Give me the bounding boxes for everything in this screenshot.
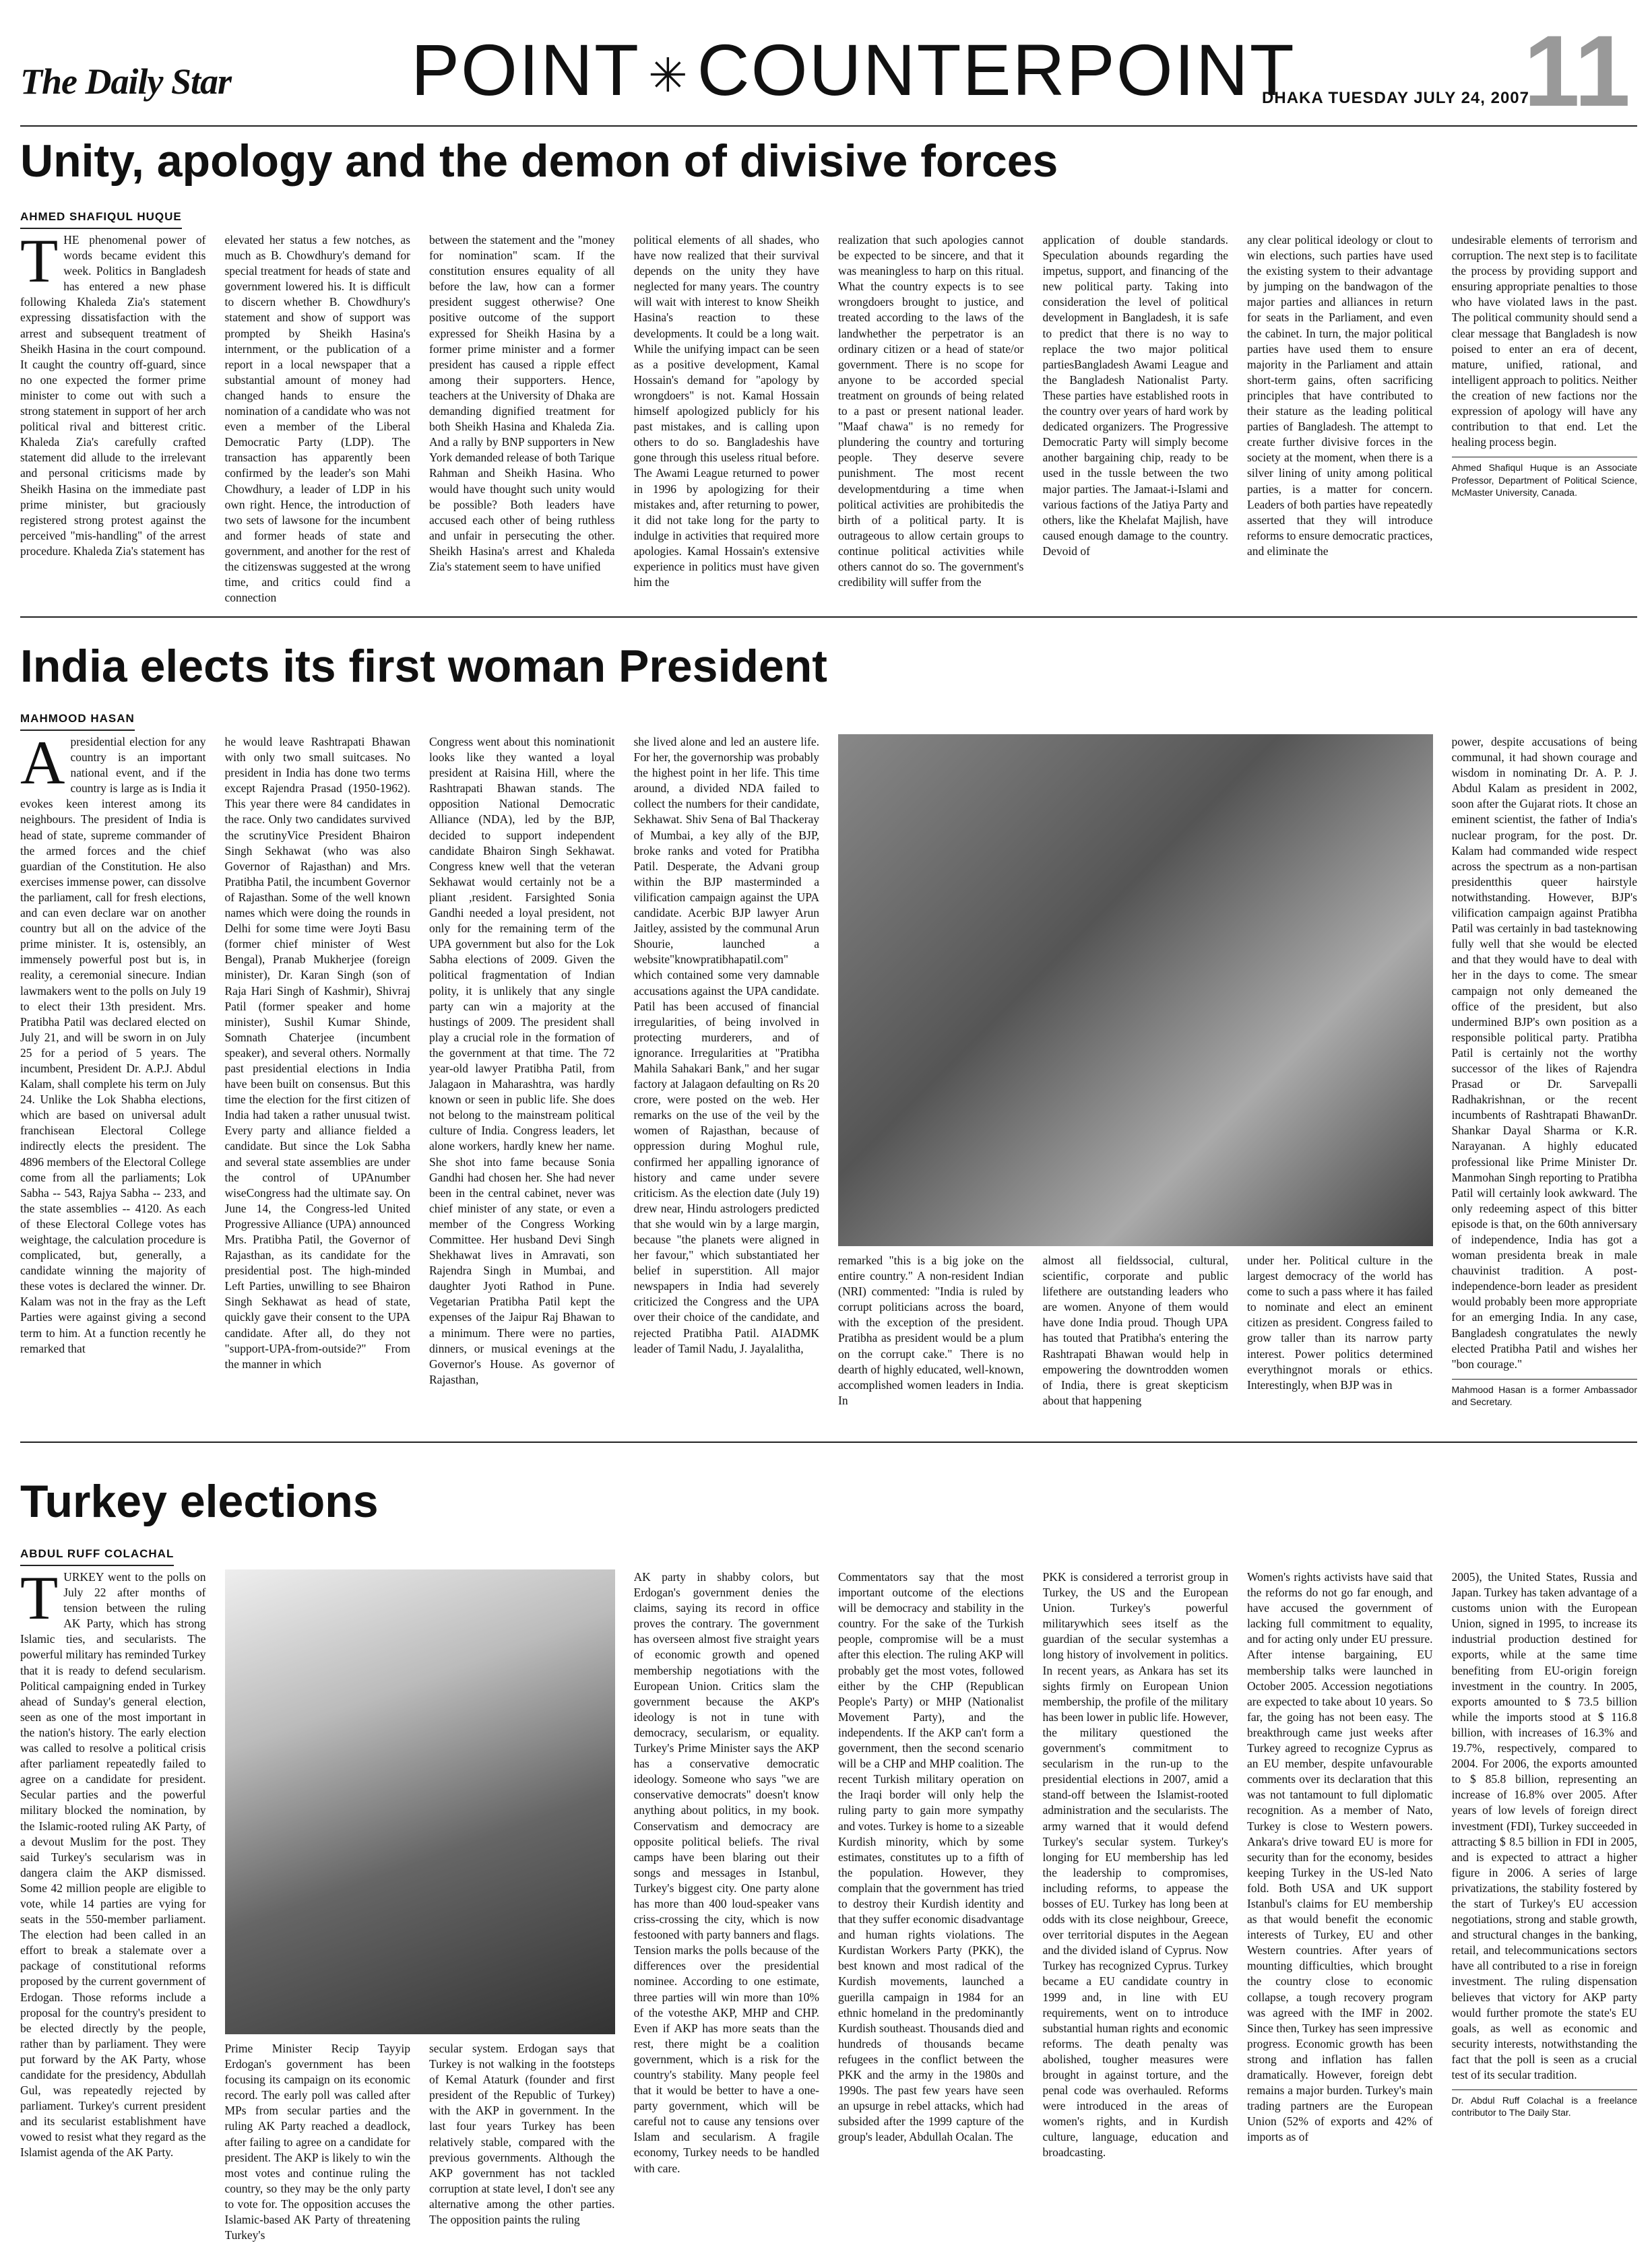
dateline: DHAKA TUESDAY JULY 24, 2007 <box>1262 89 1529 107</box>
article3-col5: PKK is considered a terrorist group in Turkey, the US and the European Union. Turkey's powerful militarywhich sees itself as the guardian of the secular systemhas a long history of involvement in politics. In recent years, as Ankara has set its sights firmly on European Union membership, the profile of the military has been lower in public life. However, the military questioned the government's commitment to secularism in the run-up to the presidential elections in 2007, amid a stand-off between the Islamist-rooted administration and the secularists. The army warned that it would defend Turkey's secular system. Turkey's longing for EU membership has led the leadership to compromises, including reforms, to appease the bosses of EU. Turkey has long been at odds with its close neighbour, Greece, over territorial disputes in the Aegean and the divided island of Cyprus. Now Turkey has recognized Cyprus. Turkey became a EU candidate country in 1999 and, in line with EU requirements, went on to introduce substantial human rights and economic reforms. The death penalty was abolished, tougher measures were brought in against torture, and the penal code was overhauled. Reforms were introduced in the areas of women's rights, and in Kurdish culture, language, education and broadcasting. <box>1042 1570 1228 2160</box>
article1-bio: Ahmed Shafiqul Huque is an Associate Professor, Department of Political Science, McMaster University, Canada. <box>1452 457 1638 498</box>
article3-col3-top: AK party in shabby colors, but Erdogan's government denies the claims, saying its record in office proves the contrary. The government has overseen almost five straight years of economic growth and opened membership negotiations with the European Union. Critics slam the government because the AKP's ideology is not in tune with democracy, secularism, or equality. Turkey's Prime Minister says the AKP has a conservative democratic ideology. Someone who says "we are conservative democrats" doesn't know anything about politics, in my book. Conservatism and democracy are opposite political beliefs. The rival camps have been blaring out their songs and messages in Istanbul, Turkey's biggest city. One party alone has more than 400 loud-speaker vans criss-crossing the city, which is now festooned with party banners and flags. Tension marks the polls because of the differences over the presidential nominee. According to one estimate, three parties will win more than 10% of the votesthe AKP, MHP and CHP. Even if AKP has more seats than the rest, there might be a coalition government, which is a risk for the country's stability. Many people feel that it would be better to have a one-party government, which will be careful not to cause any tensions over Islam and secularism. A fragile economy, Turkey needs to be handled with care. <box>633 1570 819 2175</box>
article3-col6: Women's rights activists have said that the reforms do not go far enough, and have accused the government of lacking full commitment to equality, and for acting only under EU pressure. After intense bargaining, EU membership talks were launched in October 2005. Accession negotiations are expected to take about 10 years. So far, the going has not been easy. The breakthrough came just weeks after Turkey agreed to recognize Cyprus as an EU member, despite unfavourable comments over its declaration that this was not tantamount to full diplomatic recognition. As a member of Nato, Turkey is close to Western powers. Ankara's drive toward EU is more for security than for the economy, besides keeping Turkey in the US-led Nato fold. Both USA and UK support Istanbul's claims for EU membership as that would benefit the economic interests of Turkey, EU and other Western countries. After years of mounting difficulties, which brought the country close to economic collapse, a tough recovery program was agreed with the IMF in 2002. Since then, Turkey has seen impressive progress. Economic growth has been strong and inflation has fallen dramatically. However, foreign debt remains a major burden. Turkey's main trading partners are the European Union (52% of exports and 42% of imports as of <box>1247 1570 1433 2144</box>
article3-col1: TURKEY went to the polls on July 22 after months of tension between the ruling AK Party, which has strong Islamic ties, and secularists. The powerful military has reminded Turkey that it is ready to defend secularism. Political campaigning ended in Turkey ahead of Sunday's general election, seen as one of the most important in the nation's history. The early election was called to resolve a political crisis after parliament repeatedly failed to agree on a candidate for president. Secular parties and the powerful military blocked the nomination, by the Islamic-rooted ruling AK Party, of a devout Muslim for the post. They said Turkey's secularism was in dangera claim the AKP dismissed. Some 42 million people are eligible to vote, while 14 parties are vying for seats in the 550-member parliament. The election had been called in an effort to break a stalemate over a package of constitutional reforms proposed by the current government of Erdogan. Those reforms include a proposal for the country's president to be elected directly by the people, rather than by parliament. They were put forward by the AK Party, whose candidate for the presidency, Abdullah Gul, was repeatedly rejected by parliament. Turkey's current president and its secularist establishment have vowed to resist what they regard as the Islamist agenda of the AK Party. <box>20 1569 206 2160</box>
article3-col7: 2005), the United States, Russia and Japan. Turkey has taken advantage of a customs union with the European Union, signed in 1995, to increase its industrial production destined for exports, while at the same time benefiting from EU-origin foreign investment in the country. In 2005, exports amounted to $ 73.5 billion while the imports stood at $ 116.8 billion, with increases of 16.3% and 19.7%, respectively, compared to 2004. For 2006, the exports amounted to $ 85.8 billion, representing an increase of 16.8% over 2005. After years of low levels of foreign direct investment (FDI), Turkey succeeded in attracting $ 8.5 billion in FDI in 2005, and is expected to attract a higher figure in 2006. A series of large privatizations, the stability fostered by the start of Turkey's EU accession negotiations, strong and stable growth, and structural changes in the banking, retail, and telecommunications sectors have all contributed to a rise in foreign investment. The ruling dispensation believes that victory for AKP party would further promote the state's EU goals, as well as economic and security interests, notwithstanding the fact that the poll is seen as a crucial test of its secular tradition. Dr. Abdul Ruff Colachal is a freelance contributor to The Daily Star. <box>1451 1570 1637 2118</box>
article1-col2: elevated her status a few notches, as much as B. Chowdhury's demand for special treatment for heads of state and government lowered his. It is difficult to discern whether B. Chowdhury's statement and show of support was prompted by Sheikh Hasina's internment, or the publication of a report in a local newspaper that a substantial amount of money had changed hands to ensure the nomination of a candidate who was not even a member of the Liberal Democratic Party (LDP). The transaction has apparently been confirmed by the leader's son Mahi Chowdhury, a leader of LDP in his own right. Hence, the introduction of two sets of lawsone for the incumbent and former heads of state and government, and another for the rest of the citizenswas suggested at the wrong time, and critics could find a connection <box>224 233 410 605</box>
president-photo <box>838 734 1433 1246</box>
article2-col7: under her. Political culture in the largest democracy of the world has come to such a pass where it has failed to nominate and elect an eminent citizen as president. Congress failed to grow taller than its narrow party interest. Power politics determined everythingnot morals or ethics. Interestingly, when BJP was in <box>1247 1254 1433 1392</box>
article2-headline: India elects its first woman President <box>20 641 827 692</box>
newspaper-logo: The Daily Star <box>20 61 232 102</box>
article3-col3: secular system. Erdogan says that Turkey is not walking in the footsteps of Kemal Ataturk (founder and first president of the Republic of Turkey) with the AKP in government. In the last four years Turkey has been relatively stable, compared with the previous governments. Although the AKP government has not tackled corruption at state level, I don't see any alternative among the other parties. The opposition paints the ruling <box>429 2042 615 2227</box>
article1-headline: Unity, apology and the demon of divisive forces <box>20 135 1058 187</box>
article-divider <box>20 1441 1637 1443</box>
article2-bio: Mahmood Hasan is a former Ambassador and Secretary. <box>1452 1379 1638 1408</box>
article2-col4: she lived alone and led an austere life. For her, the governorship was probably the highest point in her life. This time around, a divided NDA failed to collect the numbers for their candidate, Sekhawat. Shiv Sena of Bal Thackeray of Mumbai, a key ally of the BJP, broke ranks and voted for Pratibha Patil. Desperate, the Advani group within the BJP masterminded a vilification campaign against the UPA candidate. Acerbic BJP lawyer Arun Jaitley, assisted by the communal Arun Shourie, launched a website"knowpratibhapatil.com" which contained some very damnable accusations against the UPA candidate. Patil has been accused of financial irregularities, of being involved in protecting murderers, and of ignorance. Irregularities at "Pratibha Mahila Sahakari Bank," and her sugar factory at Jalagaon defaulting on Rs 20 crore, were posted on the web. Her remarks on the use of the veil by the women of Rajasthan, because of oppression during Moghul rule, confirmed her appalling ignorance of history and came under severe criticism. As the election date (July 19) drew near, Hindu astrologers predicted that she would win by a large margin, because "the planets were aligned in her favour," which substantiated her belief in superstition. All major newspapers in India had severely criticized the Congress and the UPA over their choice of the candidate, and rejected Pratibha Patil. AIADMK leader of Tamil Nadu, J. Jayalalitha, <box>633 735 819 1355</box>
article1-body <box>20 232 1637 606</box>
article2-body <box>20 734 1637 1428</box>
article2-dropcap: A <box>20 734 65 797</box>
article3-col4: Commentators say that the most important outcome of the elections will be democracy and stability in the country. For the sake of the Turkish people, compromise will be a must after this election. The ruling AKP will probably get the most votes, followed either by the CHP (Republican People's Party) or MHP (Nationalist Movement Party), and the independents. If the AKP can't form a government, then the second scenario will be a CHP and MHP coalition. The recent Turkish military operation on the Iraqi border will only help the ruling party to gain more sympathy and votes. Turkey is home to a sizeable Kurdish minority, which by some estimates, constitutes up to a fifth of the population. However, they complain that the government has tried to destroy their Kurdish identity and that they suffer economic disadvantage and human rights violations. The Kurdistan Workers Party (PKK), the best known and most radical of the Kurdish movements, launched a guerilla campaign in 1984 for an ethnic homeland in the predominantly Kurdish southeast. Thousands died and hundreds of thousands became refugees in the conflict between the PKK and the army in the 1980s and 1990s. The past few years have seen an upsurge in rebel attacks, which had subsided after the 1999 capture of the group's leader, Abdullah Ocalan. The <box>838 1570 1024 2144</box>
article2-col2: he would leave Rashtrapati Bhawan with only two small suitcases. No president in India has done two terms except Rajendra Prasad (1950-1962). This year there were 84 candidates in the race. Only two candidates survived the scrutinyVice President Bhairon Singh Sekhawat (who was also Governor of Rajasthan) and Mrs. Pratibha Patil, the incumbent Governor of Rajasthan. Some of the well known names which were doing the rounds in Delhi for some time were Joyti Basu (former chief minister of West Bengal), Pranab Mukherjee (foreign minister), Dr. Karan Singh (son of Raja Hari Singh of Kashmir), Shivraj Patil (former speaker and home minister), Sushil Kumar Shinde, Somnath Chaterjee (incumbent speaker), and several others. Normally past presidential elections in India have been built on consensus. But this time the election for the first citizen of India had taken a rather unusual twist. Every party and alliance fielded a candidate. But since the Lok Sabha and several state assemblies are under the control of UPAnumber wiseCongress had the ultimate say. On June 14, the Congress-led United Progressive Alliance (UPA) announced Mrs. Pratibha Patil, the Governor of Rajasthan, as its candidate for the presidential post. The high-minded Left Parties, unwilling to see Bhairon Singh Sekhawat as head of state, quickly gave their consent to the UPA candidate. After all, do they not "support-UPA-from-outside?" From the manner in which <box>224 735 410 1371</box>
article1-col6: application of double standards. Speculation abounds regarding the impetus, support, and financing of the new political party. Taking into consideration the level of political development in Bangladesh, it is safe to predict that there is no way to replace the two major political partiesBangladesh Awami League and the Bangladesh Nationalist Party. These parties have established roots in the country over years of hard work by dedicated organizers. The Progressive Democratic Party will simply become another bargaining chip, ready to be used in the tussle between the two major parties. The Jamaat-i-Islami and various factions of the Jatiya Party and others, like the Khelafat Majlish, have caused enough damage to the country. Devoid of <box>1042 233 1228 558</box>
article2-col5: remarked "this is a big joke on the entire country." A non-resident Indian (NRI) commented: "India is ruled by corrupt politicians across the board, with the exception of the president. Pratibha as president would be a plum on the corrupt cake." There is no dearth of highly educated, well-known, accomplished women leaders in India. In <box>838 1254 1024 1407</box>
article1-col3: between the statement and the "money for nomination" scam. If the constitution ensures equality of all before the law, how can a former president suggest otherwise? One positive outcome of the support expressed for Sheikh Hasina by a former prime minister and a former president has caused a ripple effect among their supporters. Hence, teachers at the University of Dhaka are demanding dignified treatment for both Sheikh Hasina and Khaleda Zia. And a rally by BNP supporters in New York demanded release of both Tarique Rahman and Sheikh Hasina. Who would have thought such unity would be possible? Both leaders have accused each other of being ruthless and unfair in persecuting the other. Sheikh Hasina's arrest and Khaleda Zia's statement seem to have unified <box>429 233 615 573</box>
article1-col8: undesirable elements of terrorism and corruption. The next step is to facilitate the process by providing support and ensuring appropriate penalties to those who have violated laws in the past. The political community should send a clear message that Bangladesh is now poised to enter an era of decent, mature, unified, rational, and intelligent approach to politics. Neither the creation of new factions nor the expression of apology will have any contribution to that end. Let the healing process begin. Ahmed Shafiqul Huque is an Associate Professor, Department of Political Science, McMaster University, Canada. <box>1451 233 1637 498</box>
photo-caption: Prime Minister Recip Tayyip Erdogan's government has been focusing its campaign on its economic record. The early poll was called after MPs from secular parties and the ruling AK Party reached a deadlock, after failing to agree on a candidate for president. The AKP is likely to win the most votes and continue ruling the country, so they may be the only party to vote for. The opposition accuses the Islamic-based AK Party of threatening Turkey's <box>224 2042 410 2242</box>
article1-dropcap: T <box>20 232 59 295</box>
article3-byline: ABDUL RUFF COLACHAL <box>20 1547 174 1566</box>
article2-photo-area <box>838 734 1433 1428</box>
article1-col4: political elements of all shades, who have now realized that their survival depends on the unity they have neglected for many years. The country will wait with interest to know Sheikh Hasina's reaction to these developments. It could be a long wait. While the unifying impact can be seen as a positive development, Kamal Hossain's demand for "apology by wrongdoers" is not. Kamal Hossain himself apologized publicly for his past mistakes, and is calling upon others to do so. Bangladeshis have gone through this useless ritual before. The Awami League returned to power in 1996 by apologizing for their mistakes and, after returning to power, it did not take long for the party to indulge in activities that required more apologies. Kamal Hossain's extensive experience in politics must have given him the <box>633 233 819 589</box>
article2-byline: MAHMOOD HASAN <box>20 712 135 731</box>
article1-col5: realization that such apologies cannot be expected to be sincere, and that it was meaningless to harp on this ritual. What the country expects is to see wrongdoers brought to justice, and treated according to the laws of the landwhether the perpetrator is an ordinary citizen or a head of state/or government. There is no scope for anyone to be accorded special treatment on grounds of being related to a past or present national leader. "Maaf chawa" is no remedy for plundering the country and torturing people. They deserve severe punishment. The most recent developmentduring a time when political activities are prohibitedis the birth of a political party. It is outrageous to allow certain groups to continue political activities while others cannot do so. The government's credibility will suffer from the <box>838 233 1024 589</box>
article2-col8: power, despite accusations of being communal, it had shown courage and wisdom in nominating Dr. A. P. J. Abdul Kalam as president in 2002, soon after the Gujarat riots. It chose an eminent scientist, the father of India's nuclear program, for the post. Dr. Kalam had commanded wide respect across the spectrum as a non-partisan presidentthis queer hairstyle notwithstanding. However, BJP's vilification campaign against Pratibha Patil was certainly in bad tasteknowing fully well that she would be elected and that they would have to deal with her in the days to come. The smear campaign not only demeaned the office of the president, but also undermined BJP's own position as a responsible political party. Pratibha Patil is certainly not the worthy successor of the likes of Rajendra Prasad or Dr. Sarvepalli Radhakrishnan, or the recent incumbents of Rashtrapati BhawanDr. Shankar Dayal Sharma or K.R. Narayanan. A highly educated professional like Prime Minister Dr. Manmohan Singh reporting to Pratibha Patil will certainly look awkward. The only redeeming aspect of this bitter episode is that, on the 60th anniversary of independence, India has got a woman presidenta break in male chauvinist tradition. A post-independence-born leader as president would probably been more appropriate for an emerging India. In any case, Bangladesh congratulates the newly elected Pratibha Patil and wishes her "bon courage." Mahmood Hasan is a former Ambassador and Secretary. <box>1451 735 1637 1408</box>
article3-headline: Turkey elections <box>20 1476 379 1527</box>
article-divider <box>20 616 1637 618</box>
masthead-rule <box>20 125 1637 127</box>
article3-body <box>20 1569 1637 2250</box>
article2-col1: Apresidential election for any country is an important national event, and if the country is large as is India it evokes keen interest among its neighbours. The president of India is head of state, supreme commander of the armed forces and the chief guardian of the Constitution. He also exercises immense power, can dissolve the parliament, call for fresh elections, and can even declare war on another country but all on the advice of the prime minister. It is, ostensibly, an immensely powerful post but is, in reality, a ceremonial sinecure. Indian lawmakers went to the polls on July 19 to elect their 13th president. Mrs. Pratibha Patil was declared elected on July 21, and will be sworn in on July 25 for a period of 5 years. The incumbent, President Dr. A.P.J. Abdul Kalam, shall complete his term on July 24. Unlike the Lok Shabha elections, which are based on universal adult franchisean Electoral College indirectly elects the president. The 4896 members of the Electoral College come from all the parliaments; Lok Sabha -- 543, Rajya Sabha -- 233, and the state assemblies -- 4120. As each of these Electoral College votes has weightage, the calculation procedure is complicated, but, generally, a candidate winning the majority of these votes is declared the winner. Dr. Kalam was not in the fray as the Left Parties were against giving a second term to him. At a function recently he remarked that <box>20 734 206 1355</box>
masthead <box>20 14 1637 127</box>
article1-col1: THE phenomenal power of words became evident this week. Politics in Bangladesh has entered a new phase following Khaleda Zia's statement expressing dissatisfaction with the arrest and subsequent treatment of Sheikh Hasina in the court compound. It caught the country off-guard, since no one expected the former prime minister to come out with such a strong statement in support of her arch political rival and bitterest critic. Khaleda Zia's carefully crafted statement did allude to the irrelevant and personal criticisms made by Sheikh Hasina on the immediate past prime minister, but graciously registered strong protest against the perceived "mis-handling" of the arrest procedure. Khaleda Zia's statement has <box>20 232 206 558</box>
section-title <box>411 29 1296 110</box>
page-number: 11 <box>1523 14 1630 127</box>
article1-col7: any clear political ideology or clout to win elections, such parties have used the existing system to their advantage by jumping on the bandwagon of the major parties and alliances in return for seats in the Parliament, and even the cabinet. In turn, the major political parties have used them to ensure majority in the Parliament and attain short-term gains, often sacrificing principles that have contributed to their stature as the leading political parties of Bangladesh. The attempt to create further divisive forces in the society at the moment, when there is a silver lining of unity among political parties, is a matter for concern. Leaders of both parties have repeatedly asserted that they will introduce reforms to ensure democratic practices, and eliminate the <box>1247 233 1433 558</box>
article3-bio: Dr. Abdul Ruff Colachal is a freelance contributor to The Daily Star. <box>1452 2089 1638 2118</box>
article3-dropcap: T <box>20 1569 59 1632</box>
article3-photo-area <box>225 1569 615 2250</box>
article2-col6: almost all fieldssocial, cultural, scientific, corporate and public lifethere are outstanding leaders who are women. Anyone of them would have done India proud. Though UPA has touted that Pratibha's entering the Rashtrapati Bhawan would help in empowering the downtrodden women of India, there is great skepticism about that happening <box>1042 1254 1228 1407</box>
erdogan-photo <box>225 1569 615 2034</box>
section-title-right: COUNTERPOINT <box>697 29 1296 110</box>
star-icon: ✳ <box>648 49 689 102</box>
section-title-left: POINT <box>411 29 641 110</box>
article2-col3: Congress went about this nominationit looks like they wanted a loyal president at Raisina Hill, where the Rashtrapati Bhawan stands. The opposition National Democratic Alliance (NDA), led by the BJP, decided to support independent candidate Bhairon Singh Sekhawat. Congress knew well that the veteran Sekhawat would certainly not be a pliant ,resident. Farsighted Sonia Gandhi needed a loyal president, not only for the remaining term of the UPA government but also for the Lok Sabha elections of 2009. Given the political fragmentation of Indian polity, it is unlikely that any single party can win a majority at the hustings of 2009. The president shall play a crucial role in the formation of the government at that time. The 72 year-old lawyer Pratibha Patil, from Jalagaon in Maharashtra, was hardly known or seen in public life. She does not belong to the mainstream political culture of India. Congress leaders, let alone workers, hardly knew her name. She shot into fame because Sonia Gandhi had chosen her. She had never been in the central cabinet, never was chief minister of any state, or even a member of the Congress Working Committee. Her husband Devi Singh Shekhawat lives in Amravati, son Rajendra Singh in Mumbai, and daughter Jyoti Rathod in Pune. Vegetarian Pratibha Patil kept the expenses of the Jaipur Raj Bhawan to a minimum. There were no parties, dinners, or musical evenings at the Governor's House. As governor of Rajasthan, <box>429 735 615 1386</box>
article2-lower-cols <box>838 1253 1433 1428</box>
article1-byline: AHMED SHAFIQUL HUQUE <box>20 210 182 229</box>
